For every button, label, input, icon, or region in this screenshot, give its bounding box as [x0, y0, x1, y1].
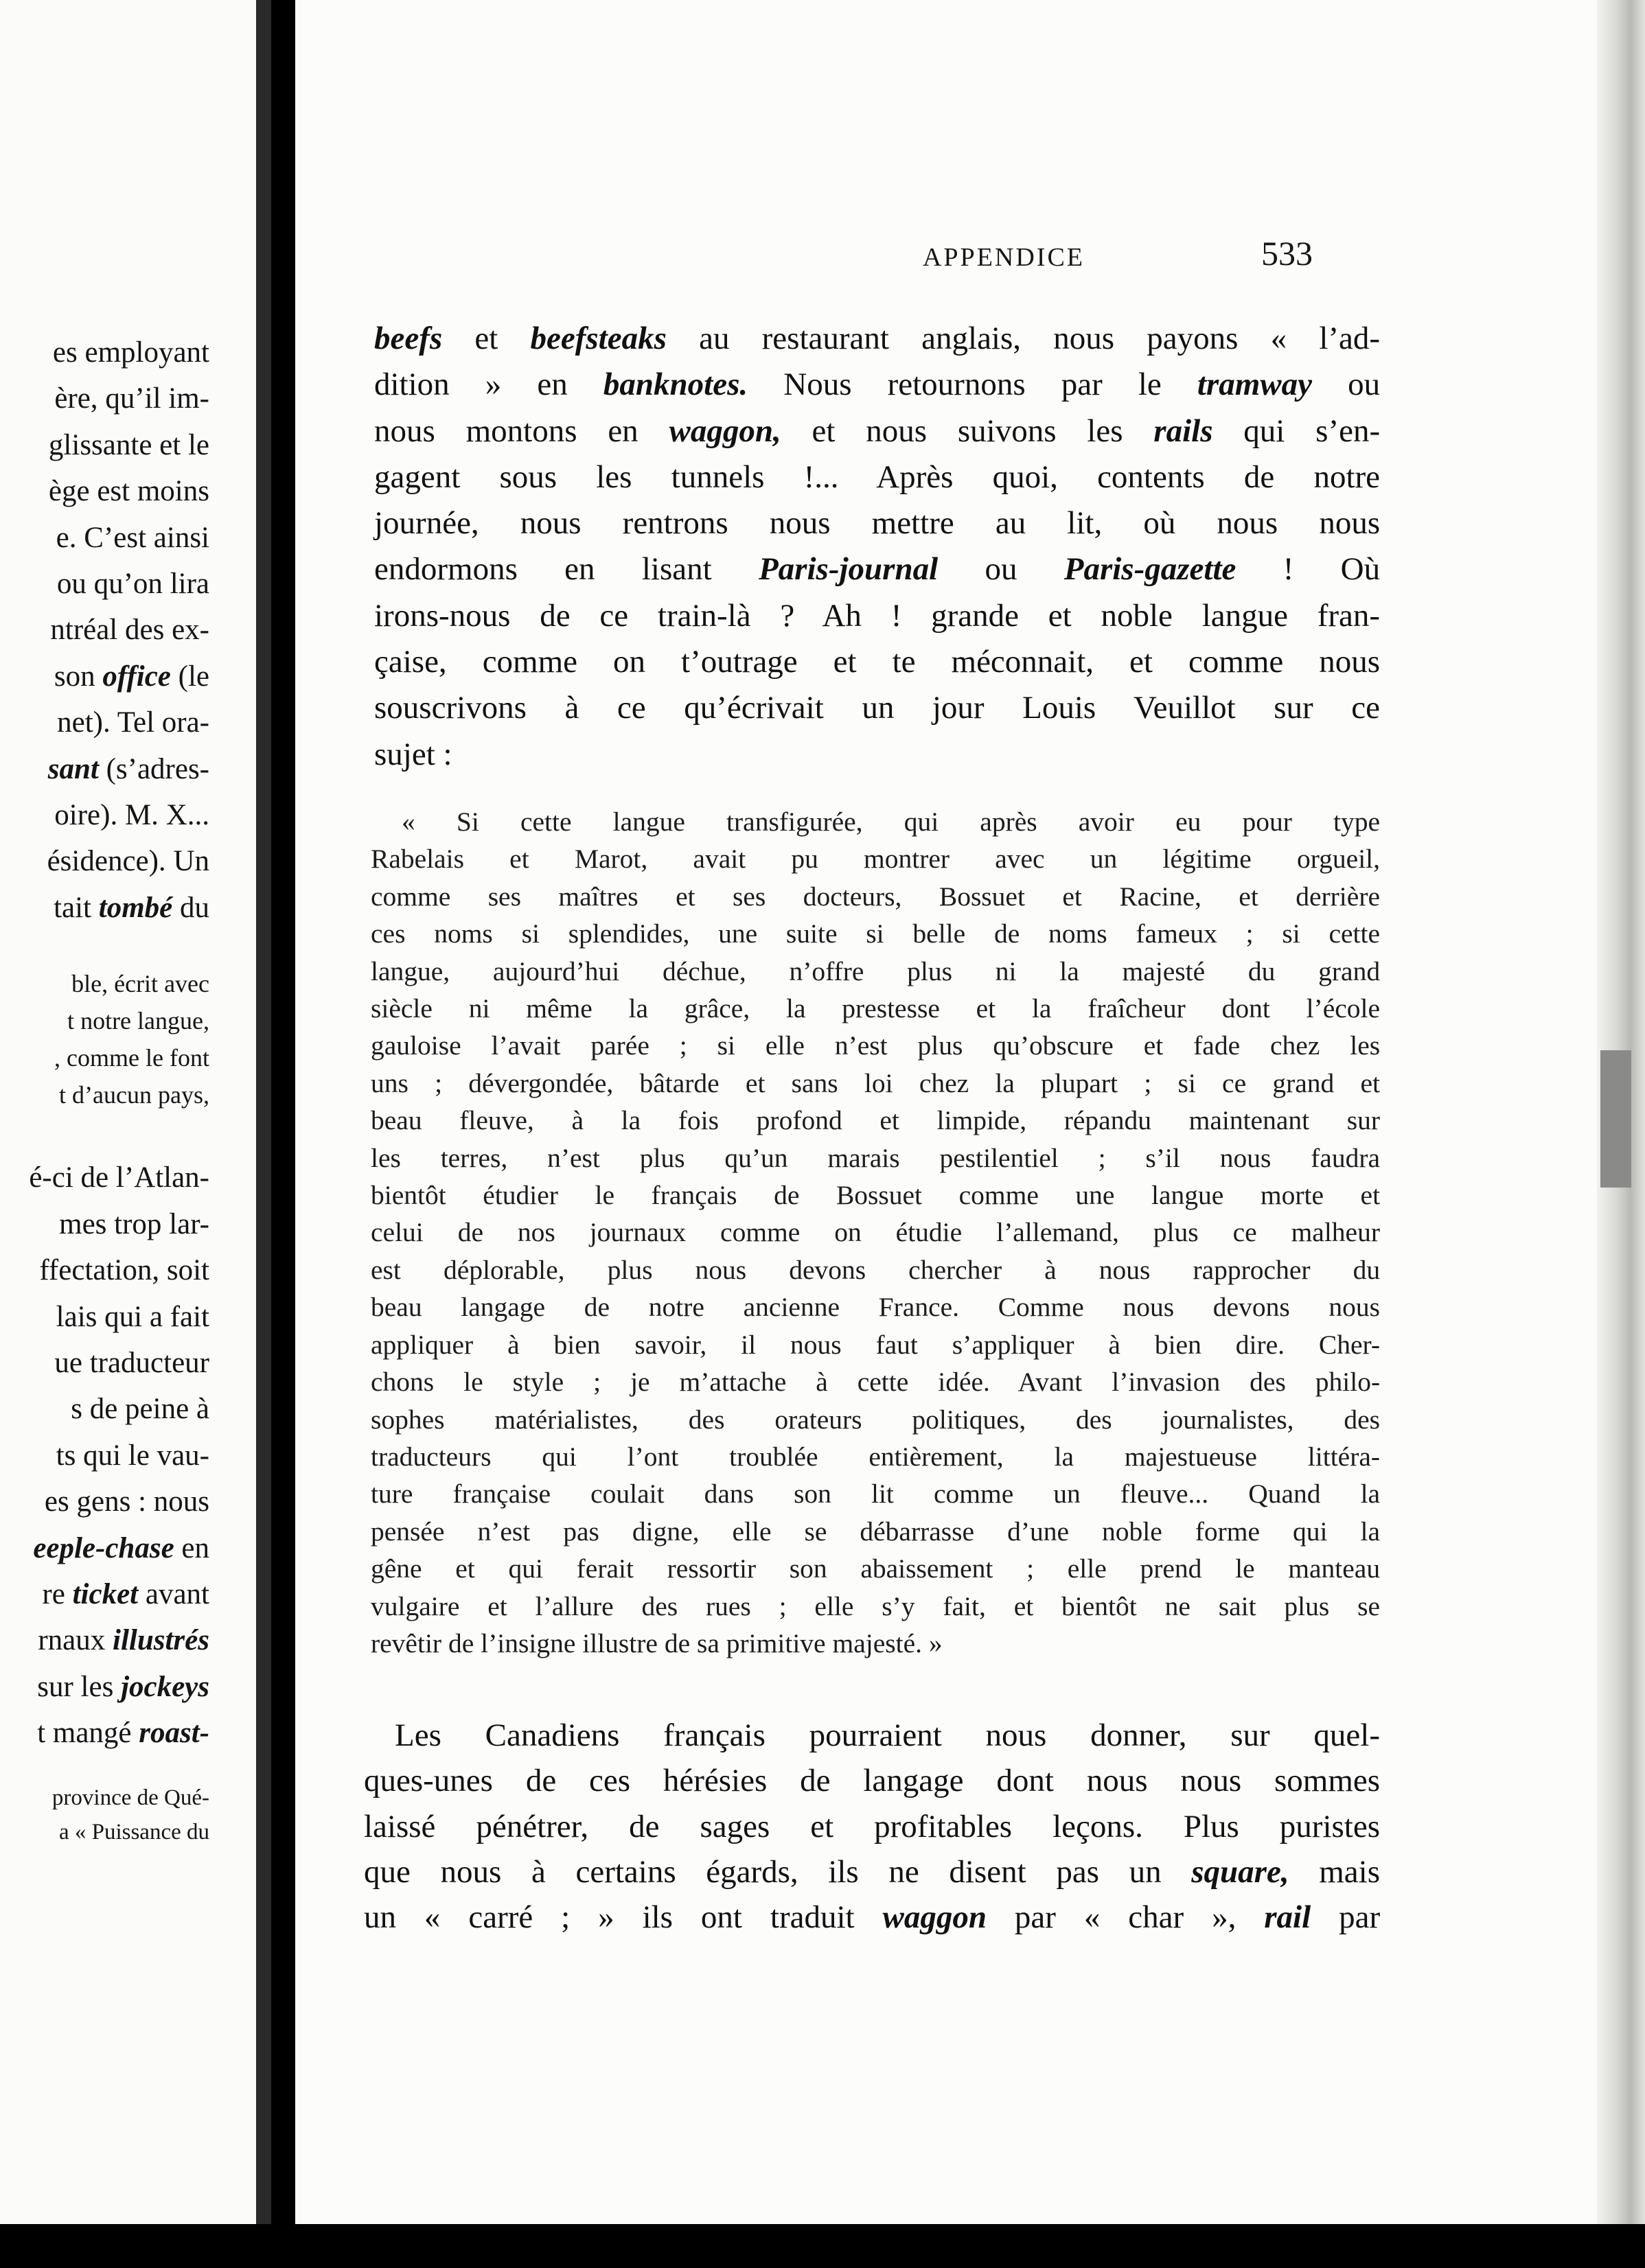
quote-line: sophes matérialistes, des orateurs politiques, des journalistes, des	[371, 1404, 1381, 1435]
quote-line: pensée n’est pas digne, elle se débarrasse d’une noble forme qui la	[371, 1516, 1381, 1547]
previous-page-line: oire). M. X...	[54, 799, 209, 832]
previous-page-text	[29, 329, 209, 1849]
quote-line: Rabelais et Marot, avait pu montrer avec un légitime orgueil,	[371, 844, 1381, 875]
quote-line: gauloise l’avait parée ; si elle n’est plus qu’obscure et fade chez les	[371, 1030, 1381, 1061]
previous-page-line: ère, qu’il im-	[54, 382, 209, 415]
previous-page-line: sur les jockeys	[37, 1670, 209, 1703]
previous-page-line: tait tombé du	[54, 891, 209, 924]
previous-page-line: ts qui le vau-	[56, 1439, 209, 1472]
quote-line: beau fleuve, à la fois profond et limpide, répandu maintenant sur	[371, 1105, 1381, 1136]
paragraph-2-line: un « carré ; » ils ont traduit waggon par « char », rail par	[364, 1899, 1381, 1936]
previous-page-line: ésidence). Un	[47, 845, 209, 878]
previous-page-line: rnaux illustrés	[38, 1624, 209, 1657]
quote-line: est déplorable, plus nous devons chercher à nous rapprocher du	[371, 1254, 1381, 1285]
quote-line: traducteurs qui l’ont troublée entièrement, la majestueuse littéra-	[371, 1441, 1381, 1472]
previous-page-line: es gens : nous	[44, 1485, 209, 1518]
page-edge-mark	[1600, 1050, 1631, 1188]
running-head: APPENDICE	[922, 243, 1085, 272]
quote-line: ture française coulait dans son lit comme un fleuve... Quand la	[371, 1479, 1381, 1509]
book-spine	[271, 0, 295, 2268]
quote-line: comme ses maîtres et ses docteurs, Bossuet et Racine, et derrière	[371, 881, 1381, 912]
paragraph-1-line: sujet :	[374, 736, 452, 772]
previous-page-line: net). Tel ora-	[57, 706, 209, 739]
page-gutter-shadow	[256, 0, 271, 2224]
paragraph-1	[374, 316, 1380, 778]
quote-line: uns ; dévergondée, bâtarde et sans loi chez la plupart ; si ce grand et	[371, 1067, 1380, 1098]
previous-page-line: ble, écrit avec	[71, 970, 209, 998]
quote-line: revêtir de l’insigne illustre de sa primitive majesté. »	[371, 1628, 943, 1658]
previous-page-line: lais qui a fait	[56, 1300, 209, 1333]
previous-page-line: ou qu’on lira	[56, 568, 209, 601]
paragraph-1-line: irons-nous de ce train-là ? Ah ! grande et noble langue fran-	[374, 597, 1381, 634]
page-number: 533	[1261, 234, 1313, 273]
previous-page-line: é-ci de l’Atlan-	[29, 1161, 209, 1194]
paragraph-1-line: nous montons en waggon, et nous suivons les rails qui s’en-	[374, 413, 1381, 449]
paragraph-2	[364, 1713, 1380, 1940]
previous-page-line: eeple-chase en	[33, 1531, 209, 1564]
previous-page-line: t d’aucun pays,	[59, 1081, 209, 1109]
paragraph-1-line: gagent sous les tunnels !... Après quoi, contents de notre	[374, 459, 1381, 495]
previous-page-line: es employant	[52, 336, 209, 369]
quote-line: les terres, n’est plus qu’un marais pestilentiel ; s’il nous faudra	[371, 1142, 1381, 1173]
quote-line: bientôt étudier le français de Bossuet comme une langue morte et	[371, 1180, 1381, 1211]
paragraph-1-line: çaise, comme on t’outrage et te méconnait, et comme nous	[374, 644, 1381, 680]
previous-page-fragment	[0, 0, 271, 2224]
quote-line: celui de nos journaux comme on étudie l’allemand, plus ce malheur	[371, 1217, 1380, 1248]
previous-page-line: a « Puissance du	[58, 1819, 209, 1844]
paragraph-1-line: dition » en banknotes. Nous retournons par le tramway ou	[374, 367, 1381, 403]
previous-page-line: province de Qué-	[51, 1785, 209, 1810]
previous-page-line: sant (s’adres-	[47, 752, 209, 785]
quote-line: appliquer à bien savoir, il nous faut s’appliquer à bien dire. Cher-	[371, 1329, 1381, 1360]
quote-line: vulgaire et l’allure des rues ; elle s’y fait, et bientôt ne sait plus se	[371, 1590, 1380, 1621]
paragraph-2-line: Les Canadiens français pourraient nous donner, sur quel-	[395, 1717, 1380, 1753]
previous-page-line: ège est moins	[48, 475, 209, 508]
quote-line: gêne et qui ferait ressortir son abaissement ; elle prend le manteau	[371, 1553, 1381, 1584]
previous-page-line: t mangé roast-	[37, 1717, 209, 1750]
paragraph-1-line: endormons en lisant Paris-journal ou Paris-gazette ! Où	[374, 551, 1381, 588]
quote-line: beau langage de notre ancienne France. Comme nous devons nous	[371, 1292, 1380, 1323]
quote-line: ces noms si splendides, une suite si belle de noms fameux ; si cette	[371, 918, 1381, 949]
previous-page-line: ntréal des ex-	[50, 614, 209, 647]
previous-page-line: re ticket avant	[42, 1577, 209, 1610]
previous-page-line: son office (le	[54, 660, 209, 693]
previous-page-line: t notre langue,	[67, 1007, 209, 1035]
previous-page-line: glissante et le	[48, 428, 209, 461]
previous-page-line: mes trop lar-	[59, 1207, 209, 1240]
paragraph-1-line: souscrivons à ce qu’écrivait un jour Louis Veuillot sur ce	[374, 690, 1380, 726]
quote-line: « Si cette langue transfigurée, qui après avoir eu pour type	[402, 807, 1381, 837]
book-page	[295, 0, 1645, 2224]
previous-page-line: , comme le font	[54, 1044, 209, 1072]
paragraph-2-line: ques-unes de ces hérésies de langage dont nous nous sommes	[364, 1763, 1381, 1799]
paragraph-2-line: que nous à certains égards, ils ne disent pas un square, mais	[364, 1853, 1381, 1890]
paragraph-1-line: beefs et beefsteaks au restaurant anglais, nous payons « l’ad-	[374, 321, 1381, 356]
previous-page-line: ue traducteur	[54, 1346, 209, 1379]
paragraph-1-line: journée, nous rentrons nous mettre au lit, où nous nous	[374, 505, 1381, 542]
previous-page-line: s de peine à	[71, 1393, 209, 1426]
quote-line: langue, aujourd’hui déchue, n’offre plus ni la majesté du grand	[371, 956, 1381, 986]
previous-page-line: ffectation, soit	[39, 1254, 209, 1287]
paragraph-2-line: laissé pénétrer, de sages et profitables leçons. Plus puristes	[364, 1808, 1381, 1844]
previous-page-line: e. C’est ainsi	[56, 521, 209, 554]
quote-line: siècle ni même la grâce, la prestesse et la fraîcheur dont l’école	[371, 993, 1381, 1024]
block-quote	[371, 803, 1380, 1662]
quote-line: chons le style ; je m’attache à cette idée. Avant l’invasion des philo-	[371, 1367, 1381, 1398]
